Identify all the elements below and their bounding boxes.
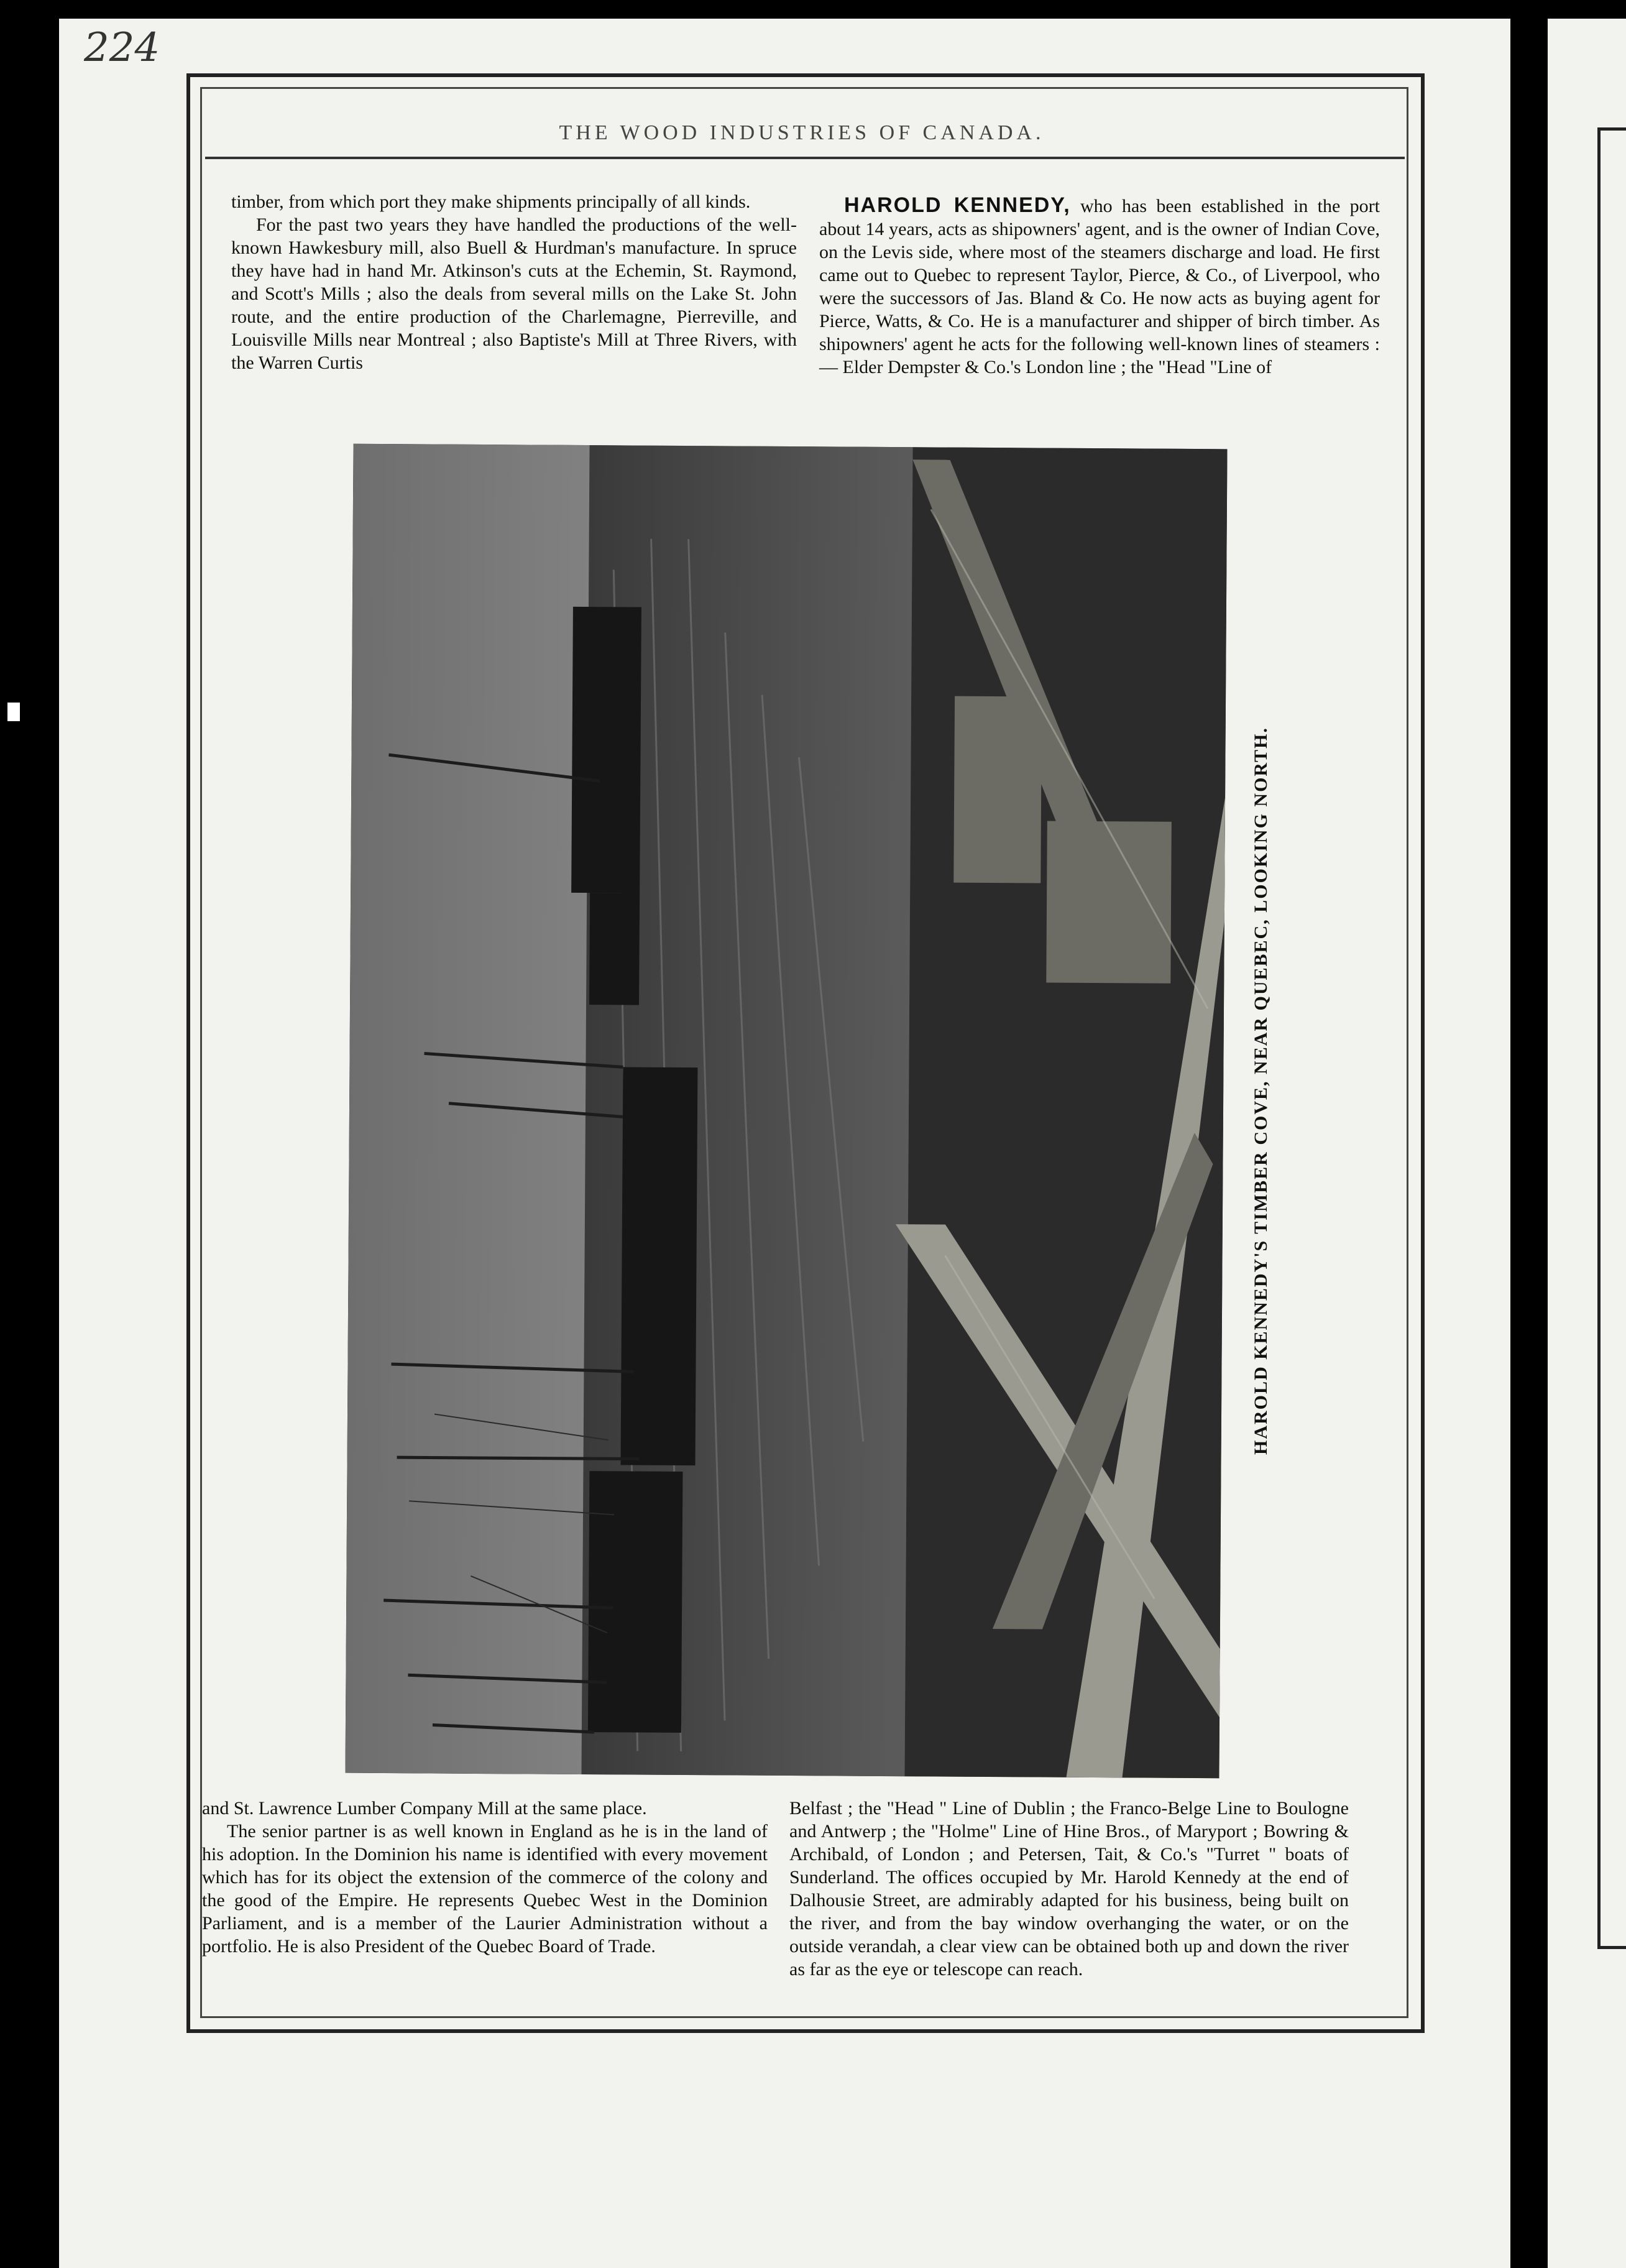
bottom-left-column: [202, 1797, 768, 1958]
facing-page-frame: [1597, 127, 1626, 1949]
paragraph: timber, from which port they make shipments principally of all kinds.: [231, 191, 751, 212]
handwritten-page-number: 224: [84, 25, 160, 71]
paragraph: Belfast ; the "Head " Line of Dublin ; the Franco-Belge Line to Boulogne and Antwerp ; the "Holme" Line of Hine Bros., of Maryport ; Bowring & Archibald, of London ; and Petersen, Tait, & Co.'s "Turret " boats of Sunderland. The offices occupied by Mr. Harold Kennedy at the end of Dalhousie Street, are admirably adapted for his business, being built on the river, and from the bay window overhanging the water, or on the outside verandah, a clear view can be obtained both up and down the river as far as the eye or telescope can reach.: [789, 1798, 1349, 1980]
paragraph: and St. Lawrence Lumber Company Mill at the same place.: [202, 1798, 647, 1819]
paragraph: For the past two years they have handled the productions of the well-known Hawkesbury mill, also Buell & Hurdman's manufacture. In spruce they have had in hand Mr. Atkinson's cuts at the Echemin, St. Raymond, and Scott's Mills ; also the deals from several mills on the Lake St. John route, and the entire production of the Charlemagne, Pierreville, and Louisville Mills near Montreal ; also Baptiste's Mill at Three Rivers, with the Warren Curtis: [231, 214, 797, 373]
scan-speck: [7, 703, 20, 721]
photo-caption: HAROLD KENNEDY'S TIMBER COVE, NEAR QUEBEC, LOOKING NORTH.: [1251, 727, 1271, 1455]
top-right-column: [819, 194, 1380, 379]
bottom-right-column: [789, 1797, 1349, 1981]
top-left-column: [231, 190, 797, 374]
header-rule: [205, 157, 1405, 159]
harbour-photograph: [345, 444, 1227, 1779]
paragraph-text: who has been established in the port about 14 years, acts as shipowners' agent, and is the owner of Indian Cove, on the Levis side, where most of the steamers discharge and load. He first came out to Quebec to represent Taylor, Pierce, & Co., of Liverpool, who were the successors of Jas. Bland & Co. He now acts as buying agent for Pierce, Watts, & Co. He is a manufacturer and shipper of birch timber. As shipowners' agent he acts for the following well-known lines of steamers :— Elder Dempster & Co.'s London line ; the "Head "Line of: [819, 196, 1380, 377]
running-head: THE WOOD INDUSTRIES OF CANADA.: [559, 121, 1045, 144]
person-name-heading: HAROLD KENNEDY,: [844, 193, 1071, 217]
paragraph: [819, 194, 1380, 379]
paragraph: The senior partner is as well known in England as he is in the land of his adoption. In the Dominion his name is identified with every movement which has for its object the extension of the commerce of the colony and the good of the Empire. He represents Quebec West in the Dominion Parliament, and is a member of the Laurier Administration without a portfolio. He is also President of the Quebec Board of Trade.: [202, 1821, 768, 1957]
